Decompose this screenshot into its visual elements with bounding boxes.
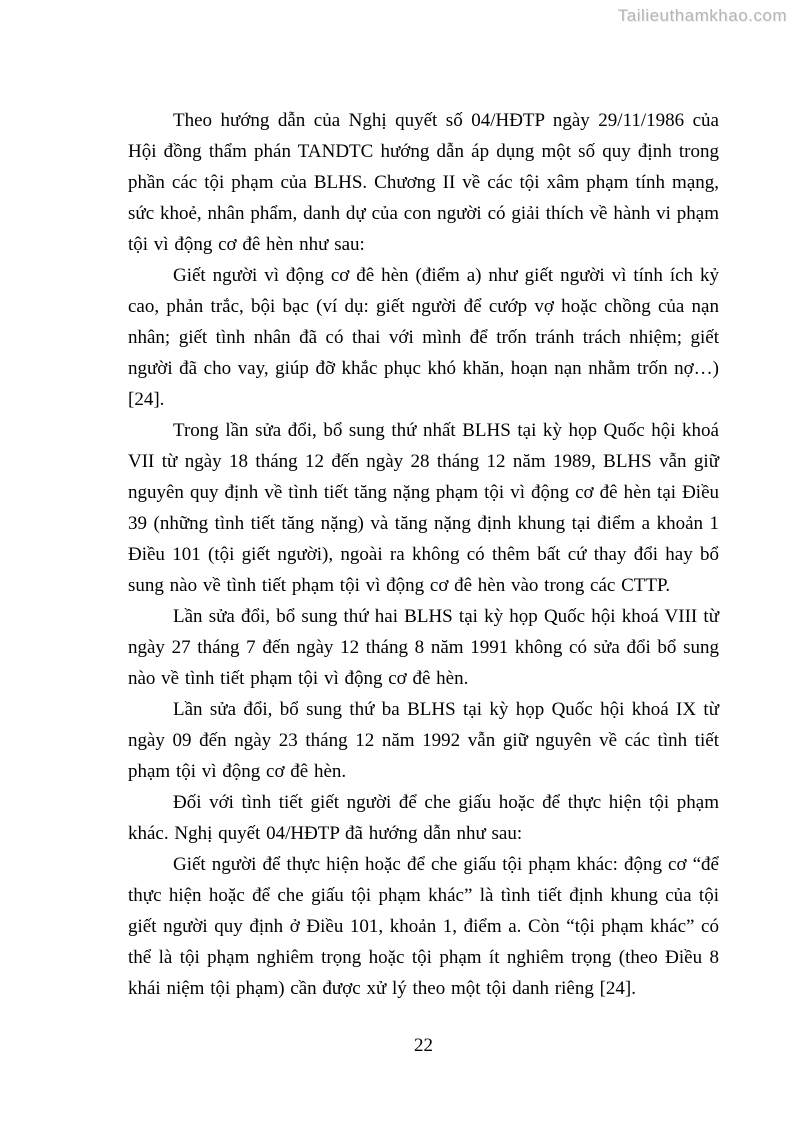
paragraph: Đối với tình tiết giết người để che giấu hoặc để thực hiện tội phạm khác. Nghị quyết 04/HĐTP đã hướng dẫn như sau:	[128, 792, 719, 844]
paragraph: Lần sửa đổi, bổ sung thứ ba BLHS tại kỳ họp Quốc hội khoá IX từ ngày 09 đến ngày 23 tháng 12 năm 1992 vẫn giữ nguyên về các tình tiết phạm tội vì động cơ đê hèn.	[128, 699, 719, 782]
paragraph: Trong lần sửa đổi, bổ sung thứ nhất BLHS tại kỳ họp Quốc hội khoá VII từ ngày 18 tháng 12 đến ngày 28 tháng 12 năm 1989, BLHS vẫn giữ nguyên quy định về tình tiết tăng nặng phạm tội vì động cơ đê hèn tại Điều 39 (những tình tiết tăng nặng) và tăng nặng định khung tại điểm a khoản 1 Điều 101 (tội giết người), ngoài ra không có thêm bất cứ thay đổi hay bổ sung nào về tình tiết phạm tội vì động cơ đê hèn vào trong các CTTP.	[128, 420, 719, 596]
paragraph: Lần sửa đổi, bổ sung thứ hai BLHS tại kỳ họp Quốc hội khoá VIII từ ngày 27 tháng 7 đến ngày 12 tháng 8 năm 1991 không có sửa đổi bổ sung nào về tình tiết phạm tội vì động cơ đê hèn.	[128, 606, 719, 689]
paragraph: Giết người vì động cơ đê hèn (điểm a) như giết người vì tính ích kỷ cao, phản trắc, bội bạc (ví dụ: giết người để cướp vợ hoặc chồng của nạn nhân; giết tình nhân đã có thai với mình để trốn tránh trách nhiệm; giết người đã cho vay, giúp đỡ khắc phục khó khăn, hoạn nạn nhằm trốn nợ…) [24].	[128, 265, 719, 410]
paragraph: Theo hướng dẫn của Nghị quyết số 04/HĐTP ngày 29/11/1986 của Hội đồng thẩm phán TANDTC hướng dẫn áp dụng một số quy định trong phần các tội phạm của BLHS. Chương II về các tội xâm phạm tính mạng, sức khoẻ, nhân phẩm, danh dự của con người có giải thích về hành vi phạm tội vì động cơ đê hèn như sau:	[128, 110, 719, 255]
paragraph: Giết người để thực hiện hoặc để che giấu tội phạm khác: động cơ “để thực hiện hoặc để che giấu tội phạm khác” là tình tiết định khung của tội giết người quy định ở Điều 101, khoản 1, điểm a. Còn “tội phạm khác” có thể là tội phạm nghiêm trọng hoặc tội phạm ít nghiêm trọng (theo Điều 8 khái niệm tội phạm) cần được xử lý theo một tội danh riêng [24].	[128, 854, 719, 999]
watermark-text: Tailieuthamkhao.com	[617, 6, 787, 25]
document-body	[128, 105, 719, 1004]
page-number: 22	[414, 1035, 433, 1056]
